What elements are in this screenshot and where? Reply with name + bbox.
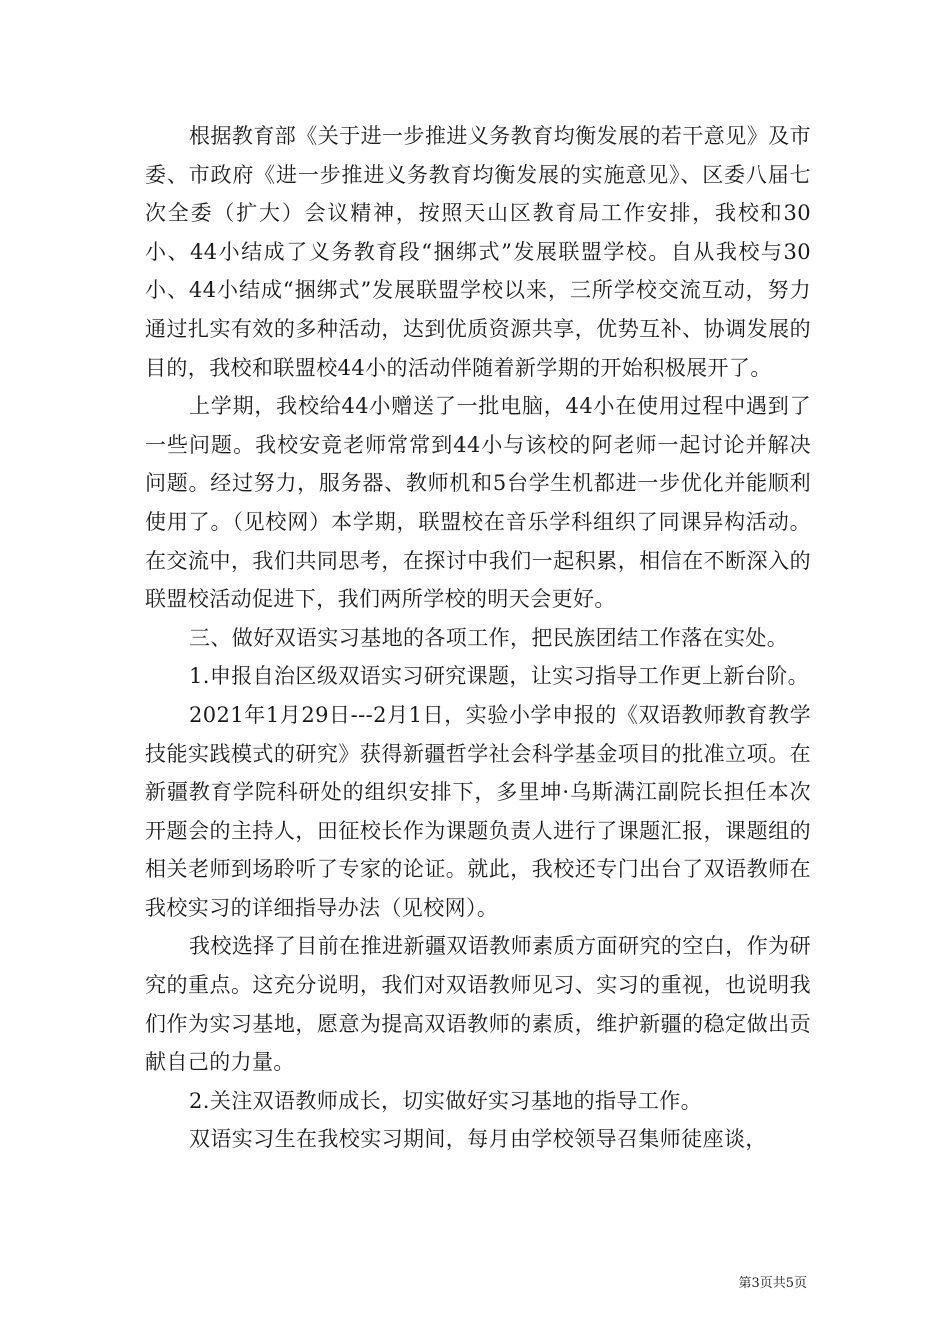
document-body [145, 117, 811, 1159]
page-number-footer: 第3页共5页 [738, 1276, 807, 1291]
subheading-research-project: 1.申报自治区级双语实习研究课题，让实习指导工作更上新台阶。 [189, 664, 810, 689]
subheading-teacher-growth: 2.关注双语教师成长，切实做好实习基地的指导工作。 [189, 1088, 703, 1113]
paragraph-research-focus: 我校选择了目前在推进新疆双语教师素质方面研究的空白，作为研究的重点。这充分说明，我们对双语教师见习、实习的重视，也说明我们作为实习基地，愿意为提高双语教师的素质，维护新疆的稳定做出贡献自己的力量。 [145, 934, 811, 1075]
paragraph-computer-donation: 上学期，我校给44小赠送了一批电脑，44小在使用过程中遇到了一些问题。我校安竟老师常常到44小与该校的阿老师一起讨论并解决问题。经过努力，服务器、教师机和5台学生机都进一步优化并能顺利使用了。（见校网）本学期，联盟校在音乐学科组织了同课异构活动。在交流中，我们共同思考，在探讨中我们一起积累，相信在不断深入的联盟校活动促进下，我们两所学校的明天会更好。 [145, 394, 811, 612]
paragraph-intern-meetings: 双语实习生在我校实习期间，每月由学校领导召集师徒座谈， [189, 1127, 767, 1152]
section-heading-bilingual-base: 三、做好双语实习基地的各项工作，把民族团结工作落在实处。 [189, 625, 789, 650]
paragraph-alliance-intro: 根据教育部《关于进一步推进义务教育均衡发展的若干意见》及市委、市政府《进一步推进义务教育均衡发展的实施意见》、区委八届七次全委（扩大）会议精神，按照天山区教育局工作安排，我校和30小、44小结成了义务教育段“捆绑式”发展联盟学校。自从我校与30小、44小结成“捆绑式”发展联盟学校以来，三所学校交流互动，努力通过扎实有效的多种活动，达到优质资源共享，优势互补、协调发展的目的，我校和联盟校44小的活动伴随着新学期的开始积极展开了。 [145, 124, 811, 380]
paragraph-project-approval: 2021年1月29日---2月1日，实验小学申报的《双语教师教育教学技能实践模式的研究》获得新疆哲学社会科学基金项目的批准立项。在新疆教育学院科研处的组织安排下，多里坤·乌斯满江副院长担任本次开题会的主持人，田征校长作为课题负责人进行了课题汇报，课题组的相关老师到场聆听了专家的论证。就此，我校还专门出台了双语教师在我校实习的详细指导办法（见校网）。 [145, 702, 811, 920]
